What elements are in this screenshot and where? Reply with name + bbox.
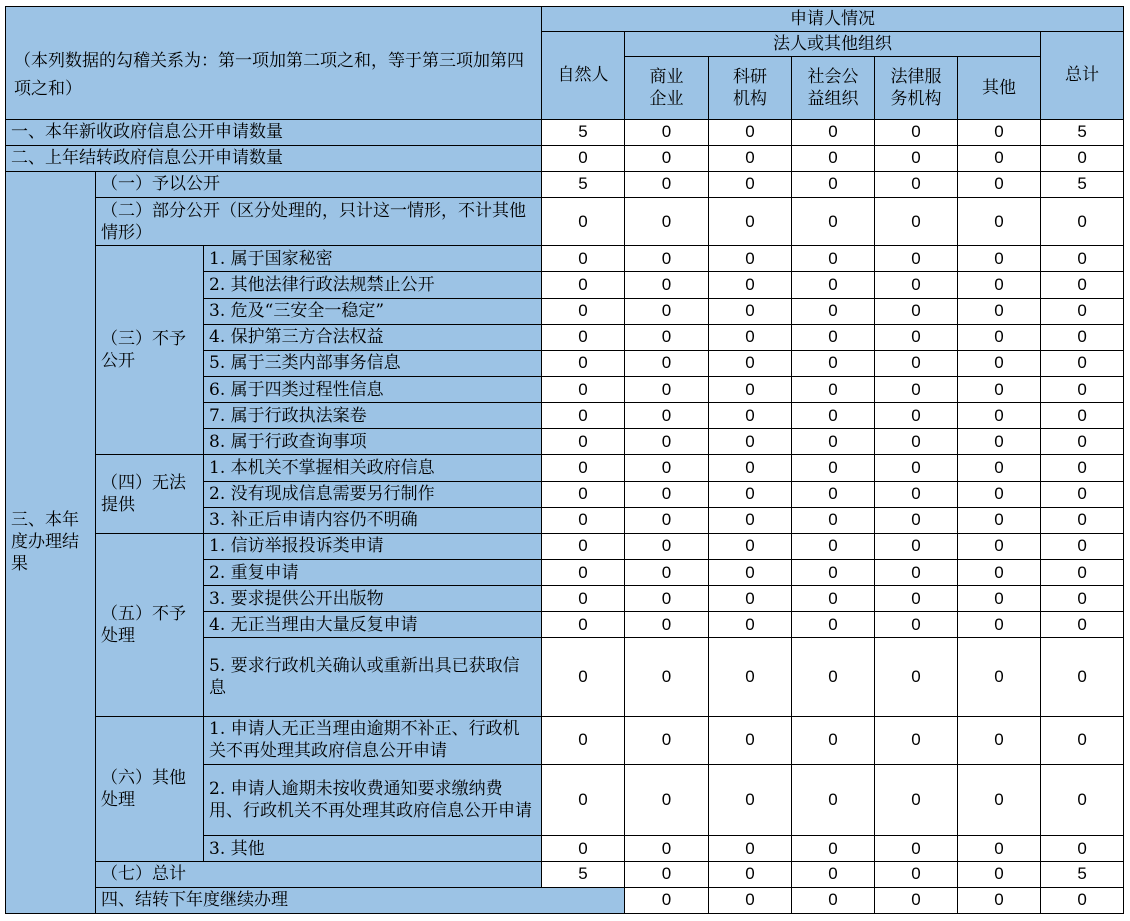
row-label: （七）总计 <box>96 861 542 887</box>
cell-other: 0 <box>958 429 1041 455</box>
row-label: 2. 重复申请 <box>204 559 542 585</box>
cell-other: 0 <box>958 324 1041 350</box>
cell-total: 0 <box>1041 586 1124 612</box>
cell-other: 0 <box>958 507 1041 533</box>
cell-total: 0 <box>1041 716 1124 764</box>
cell-social: 0 <box>792 198 875 246</box>
cell-natural: 0 <box>542 638 625 716</box>
cell-social: 0 <box>792 429 875 455</box>
cell-social: 0 <box>792 716 875 764</box>
row-label: （一）予以公开 <box>96 171 542 197</box>
cell-natural: 0 <box>542 298 625 324</box>
cell-natural: 0 <box>542 198 625 246</box>
cell-total: 0 <box>1041 246 1124 272</box>
cell-legal: 0 <box>875 638 958 716</box>
cell-other: 0 <box>958 171 1041 197</box>
cell-social: 0 <box>792 638 875 716</box>
row-label: 3. 补正后申请内容仍不明确 <box>204 507 542 533</box>
cell-research: 0 <box>709 198 792 246</box>
cell-other: 0 <box>958 350 1041 376</box>
cell-research: 0 <box>709 507 792 533</box>
cell-business: 0 <box>625 198 709 246</box>
cell-natural: 0 <box>542 350 625 376</box>
cell-legal: 0 <box>958 887 1041 913</box>
cell-research: 0 <box>709 638 792 716</box>
row-label: 7. 属于行政执法案卷 <box>204 403 542 429</box>
cell-natural: 0 <box>542 403 625 429</box>
cell-legal: 0 <box>875 145 958 171</box>
cell-research: 0 <box>792 887 875 913</box>
table-row-g4-1 <box>6 455 1124 481</box>
cell-natural: 0 <box>542 455 625 481</box>
cell-business: 0 <box>625 171 709 197</box>
cell-legal: 0 <box>875 716 958 764</box>
row-label: 5. 要求行政机关确认或重新出具已获取信息 <box>204 638 542 716</box>
cell-total: 0 <box>1041 298 1124 324</box>
cell-other: 0 <box>958 455 1041 481</box>
cell-legal: 0 <box>875 765 958 836</box>
header-col-research: 科研机构 <box>709 57 792 119</box>
cell-total: 0 <box>1041 612 1124 638</box>
cell-research: 0 <box>709 272 792 298</box>
table-row-row4 <box>6 887 1124 913</box>
cell-research: 0 <box>709 455 792 481</box>
cell-natural: 5 <box>542 861 625 887</box>
cell-social: 0 <box>792 171 875 197</box>
cell-research: 0 <box>709 612 792 638</box>
cell-natural: 0 <box>625 887 709 913</box>
cell-other: 0 <box>958 765 1041 836</box>
cell-business: 0 <box>625 861 709 887</box>
table-row-g6-1 <box>6 716 1124 764</box>
header-col-natural: 自然人 <box>542 32 625 119</box>
cell-business: 0 <box>625 324 709 350</box>
cell-other: 0 <box>958 246 1041 272</box>
cell-research: 0 <box>709 765 792 836</box>
cell-natural: 0 <box>542 376 625 402</box>
cell-other: 0 <box>958 376 1041 402</box>
header-col-other: 其他 <box>958 57 1041 119</box>
cell-legal: 0 <box>875 612 958 638</box>
cell-total: 0 <box>1041 198 1124 246</box>
cell-business: 0 <box>625 716 709 764</box>
row-label: 2. 没有现成信息需要另行制作 <box>204 481 542 507</box>
cell-business: 0 <box>625 298 709 324</box>
cell-business: 0 <box>625 559 709 585</box>
cell-natural: 0 <box>542 716 625 764</box>
cell-total: 0 <box>1041 145 1124 171</box>
row-label: 6. 属于四类过程性信息 <box>204 376 542 402</box>
row-label: 1. 申请人无正当理由逾期不补正、行政机关不再处理其政府信息公开申请 <box>204 716 542 764</box>
cell-legal: 0 <box>875 324 958 350</box>
row-label: 3. 要求提供公开出版物 <box>204 586 542 612</box>
cell-legal: 0 <box>875 350 958 376</box>
cell-other: 0 <box>958 145 1041 171</box>
cell-business: 0 <box>625 403 709 429</box>
header-col-total: 总计 <box>1041 32 1124 119</box>
table-row-g3-1 <box>6 246 1124 272</box>
cell-total: 5 <box>1041 171 1124 197</box>
cell-research: 0 <box>709 119 792 145</box>
cell-natural: 0 <box>542 324 625 350</box>
table-row-row1 <box>6 119 1124 145</box>
cell-social: 0 <box>792 533 875 559</box>
cell-business: 0 <box>625 765 709 836</box>
cell-total: 0 <box>1041 507 1124 533</box>
cell-other: 0 <box>958 638 1041 716</box>
cell-social: 0 <box>792 350 875 376</box>
cell-social: 0 <box>792 559 875 585</box>
cell-natural: 0 <box>542 836 625 861</box>
row-label: 1. 本机关不掌握相关政府信息 <box>204 455 542 481</box>
cell-business: 0 <box>625 350 709 376</box>
row-label: 2. 其他法律行政法规禁止公开 <box>204 272 542 298</box>
group-4-label: （四）无法提供 <box>96 455 204 533</box>
cell-legal: 0 <box>875 429 958 455</box>
cell-total: 0 <box>1041 836 1124 861</box>
cell-research: 0 <box>709 533 792 559</box>
cell-other: 0 <box>958 119 1041 145</box>
cell-social: 0 <box>792 324 875 350</box>
cell-social: 0 <box>792 861 875 887</box>
cell-total: 0 <box>1041 455 1124 481</box>
cell-natural: 0 <box>542 507 625 533</box>
cell-legal: 0 <box>875 481 958 507</box>
cell-research: 0 <box>709 836 792 861</box>
cell-other: 0 <box>958 272 1041 298</box>
cell-legal: 0 <box>875 119 958 145</box>
cell-research: 0 <box>709 586 792 612</box>
cell-other: 0 <box>958 403 1041 429</box>
row-label: 3. 其他 <box>204 836 542 861</box>
group-3-label: （三）不予公开 <box>96 246 204 455</box>
cell-natural: 5 <box>542 171 625 197</box>
cell-total: 0 <box>1041 376 1124 402</box>
row-label: 8. 属于行政查询事项 <box>204 429 542 455</box>
cell-legal: 0 <box>875 533 958 559</box>
cell-natural: 0 <box>542 481 625 507</box>
cell-legal: 0 <box>875 376 958 402</box>
cell-social: 0 <box>875 887 958 913</box>
cell-research: 0 <box>709 559 792 585</box>
cell-social: 0 <box>792 246 875 272</box>
cell-legal: 0 <box>875 246 958 272</box>
header-col-legal: 法律服务机构 <box>875 57 958 119</box>
cell-business: 0 <box>625 272 709 298</box>
cell-other: 0 <box>958 533 1041 559</box>
cell-other: 0 <box>958 198 1041 246</box>
cell-research: 0 <box>709 376 792 402</box>
cell-other: 0 <box>958 298 1041 324</box>
header-col-business: 商业企业 <box>625 57 709 119</box>
cell-legal: 0 <box>875 272 958 298</box>
row-label: 4. 无正当理由大量反复申请 <box>204 612 542 638</box>
cell-total: 0 <box>1041 559 1124 585</box>
cell-legal: 0 <box>875 403 958 429</box>
cell-total: 0 <box>1041 638 1124 716</box>
cell-legal: 0 <box>875 171 958 197</box>
header-legal-group: 法人或其他组织 <box>625 32 1041 57</box>
cell-research: 0 <box>709 298 792 324</box>
cell-total: 0 <box>1041 429 1124 455</box>
gov-info-disclosure-table <box>5 6 1124 914</box>
cell-social: 0 <box>792 455 875 481</box>
cell-business: 0 <box>625 638 709 716</box>
cell-natural: 0 <box>542 612 625 638</box>
cell-other: 0 <box>1041 887 1124 913</box>
group-6-label: （六）其他处理 <box>96 716 204 861</box>
cell-total: 0 <box>1041 765 1124 836</box>
cell-business: 0 <box>709 887 792 913</box>
cell-social: 0 <box>792 612 875 638</box>
cell-business: 0 <box>625 507 709 533</box>
cell-research: 0 <box>709 403 792 429</box>
cell-research: 0 <box>709 429 792 455</box>
cell-other: 0 <box>958 559 1041 585</box>
row-label: 1. 信访举报投诉类申请 <box>204 533 542 559</box>
row-label: 四、结转下年度继续办理 <box>96 887 625 913</box>
cell-social: 0 <box>792 481 875 507</box>
cell-legal: 0 <box>875 198 958 246</box>
cell-business: 0 <box>625 481 709 507</box>
header-note: （本列数据的勾稽关系为：第一项加第二项之和，等于第三项加第四项之和） <box>6 7 542 120</box>
cell-social: 0 <box>792 145 875 171</box>
cell-total: 5 <box>1041 119 1124 145</box>
cell-research: 0 <box>709 145 792 171</box>
cell-research: 0 <box>709 861 792 887</box>
table-row-g1 <box>6 171 1124 197</box>
cell-research: 0 <box>709 716 792 764</box>
table-row-row2 <box>6 145 1124 171</box>
cell-total: 0 <box>1041 350 1124 376</box>
cell-business: 0 <box>625 145 709 171</box>
cell-research: 0 <box>709 481 792 507</box>
cell-research: 0 <box>709 350 792 376</box>
cell-other: 0 <box>958 612 1041 638</box>
cell-total: 0 <box>1041 324 1124 350</box>
cell-business: 0 <box>625 533 709 559</box>
table-row-g2 <box>6 198 1124 246</box>
cell-other: 0 <box>958 586 1041 612</box>
cell-total: 0 <box>1041 533 1124 559</box>
cell-social: 0 <box>792 119 875 145</box>
cell-legal: 0 <box>875 586 958 612</box>
cell-research: 0 <box>709 246 792 272</box>
cell-social: 0 <box>792 298 875 324</box>
section-3-label: 三、本年度办理结果 <box>6 171 96 913</box>
cell-business: 0 <box>625 246 709 272</box>
cell-natural: 0 <box>542 533 625 559</box>
cell-business: 0 <box>625 376 709 402</box>
cell-legal: 0 <box>875 836 958 861</box>
row-label: 4. 保护第三方合法权益 <box>204 324 542 350</box>
cell-social: 0 <box>792 586 875 612</box>
cell-natural: 0 <box>542 559 625 585</box>
cell-natural: 0 <box>542 246 625 272</box>
cell-total: 5 <box>1041 861 1124 887</box>
cell-business: 0 <box>625 586 709 612</box>
cell-natural: 0 <box>542 765 625 836</box>
cell-legal: 0 <box>875 298 958 324</box>
cell-total: 0 <box>1041 481 1124 507</box>
row-label: 3. 危及“三安全一稳定” <box>204 298 542 324</box>
row-label: 5. 属于三类内部事务信息 <box>204 350 542 376</box>
cell-other: 0 <box>958 716 1041 764</box>
cell-other: 0 <box>958 836 1041 861</box>
row-label: 2. 申请人逾期未按收费通知要求缴纳费用、行政机关不再处理其政府信息公开申请 <box>204 765 542 836</box>
row-label: 1. 属于国家秘密 <box>204 246 542 272</box>
cell-social: 0 <box>792 272 875 298</box>
cell-natural: 0 <box>542 586 625 612</box>
cell-social: 0 <box>792 836 875 861</box>
cell-business: 0 <box>625 836 709 861</box>
cell-social: 0 <box>792 403 875 429</box>
cell-legal: 0 <box>875 455 958 481</box>
cell-legal: 0 <box>875 861 958 887</box>
cell-social: 0 <box>792 507 875 533</box>
group-5-label: （五）不予处理 <box>96 533 204 716</box>
cell-business: 0 <box>625 119 709 145</box>
cell-legal: 0 <box>875 507 958 533</box>
cell-social: 0 <box>792 376 875 402</box>
header-col-social: 社会公益组织 <box>792 57 875 119</box>
cell-natural: 0 <box>542 272 625 298</box>
table-row-g5-1 <box>6 533 1124 559</box>
cell-legal: 0 <box>875 559 958 585</box>
cell-other: 0 <box>958 481 1041 507</box>
cell-total: 0 <box>1041 272 1124 298</box>
cell-total: 0 <box>1041 403 1124 429</box>
cell-natural: 5 <box>542 119 625 145</box>
cell-social: 0 <box>792 765 875 836</box>
cell-business: 0 <box>625 612 709 638</box>
row-label: （二）部分公开（区分处理的，只计这一情形，不计其他情形） <box>96 198 542 246</box>
cell-research: 0 <box>709 324 792 350</box>
cell-business: 0 <box>625 455 709 481</box>
row-label: 一、本年新收政府信息公开申请数量 <box>6 119 542 145</box>
header-applicant: 申请人情况 <box>542 7 1124 32</box>
cell-natural: 0 <box>542 429 625 455</box>
row-label: 二、上年结转政府信息公开申请数量 <box>6 145 542 171</box>
cell-natural: 0 <box>542 145 625 171</box>
cell-other: 0 <box>958 861 1041 887</box>
table-row-g7 <box>6 861 1124 887</box>
cell-business: 0 <box>625 429 709 455</box>
cell-research: 0 <box>709 171 792 197</box>
